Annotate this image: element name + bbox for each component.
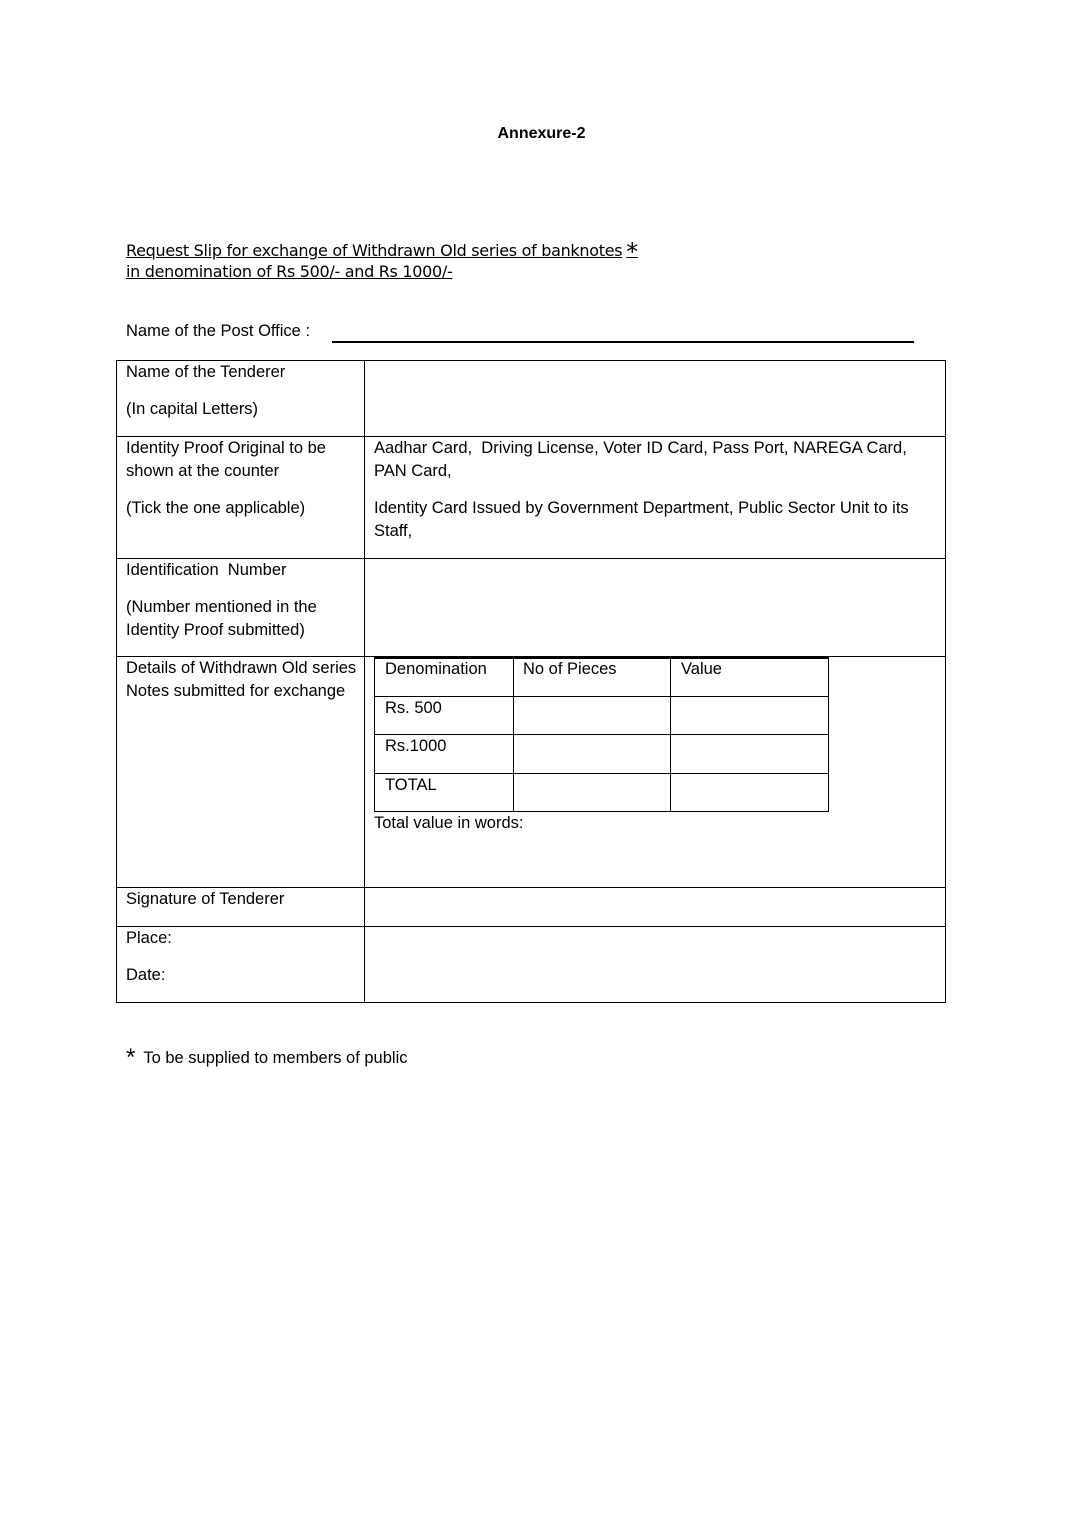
notes-row-pieces-input[interactable] — [517, 699, 671, 733]
notes-table-border — [374, 657, 375, 812]
notes-row-value-input[interactable] — [674, 699, 828, 733]
place-date-label-cell — [126, 927, 358, 987]
slip-title-line-1 — [126, 234, 638, 266]
asterisk-icon: * — [126, 1044, 136, 1071]
post-office-input[interactable] — [334, 318, 916, 342]
notes-row-denomination: Rs. 500 — [385, 699, 442, 717]
identity-proof-options — [374, 437, 934, 543]
notes-table-divider — [513, 657, 514, 812]
notes-total-pieces-input[interactable] — [517, 776, 671, 810]
signature-label: Signature of Tenderer — [126, 890, 285, 908]
table-border — [945, 360, 946, 1003]
identity-proof-label-cell — [126, 437, 358, 520]
identification-number-label-cell — [126, 559, 358, 642]
notes-header-value: Value — [681, 660, 722, 678]
identification-number-hint: (Number mentioned in the Identity Proof submitted) — [126, 598, 317, 639]
table-border — [116, 360, 117, 1003]
notes-table-border — [374, 657, 829, 659]
tenderer-name-hint: (In capital Letters) — [126, 400, 259, 418]
notes-total-value-input[interactable] — [674, 776, 828, 810]
total-in-words-label: Total value in words: — [374, 814, 524, 832]
notes-row-denomination: TOTAL — [385, 776, 437, 794]
notes-table-border — [828, 657, 829, 812]
post-office-label: Name of the Post Office : — [126, 322, 311, 340]
notes-details-label-cell — [126, 657, 358, 703]
notes-table-divider — [374, 734, 829, 735]
identity-proof-option-group-1[interactable]: Aadhar Card, Driving License, Voter ID Card, Pass Port, NAREGA Card, PAN Card, — [374, 439, 912, 480]
signature-label-cell — [126, 888, 358, 911]
tenderer-name-input[interactable] — [370, 366, 944, 432]
identification-number-input[interactable] — [370, 564, 944, 652]
notes-header-denomination: Denomination — [385, 660, 487, 678]
identification-number-label: Identification Number — [126, 561, 287, 579]
footnote-text: To be supplied to members of public — [143, 1049, 408, 1067]
identity-proof-option-group-2[interactable]: Identity Card Issued by Government Department, Public Sector Unit to its Staff, — [374, 499, 909, 540]
table-border — [116, 1002, 946, 1003]
notes-details-label: Details of Withdrawn Old series Notes submitted for exchange — [126, 659, 357, 700]
annexure-heading: Annexure-2 — [497, 125, 586, 142]
footnote — [126, 1042, 408, 1070]
notes-row-denomination: Rs.1000 — [385, 737, 447, 755]
place-date-input[interactable] — [370, 930, 944, 998]
slip-title-line-2: in denomination of Rs 500/- and Rs 1000/- — [126, 262, 453, 281]
notes-row-value-input[interactable] — [674, 737, 828, 771]
total-in-words-input[interactable] — [374, 838, 943, 884]
notes-table-border — [374, 811, 829, 812]
notes-row-pieces-input[interactable] — [517, 737, 671, 771]
table-divider — [364, 360, 365, 1003]
tenderer-name-label-cell — [126, 361, 358, 421]
tenderer-name-label: Name of the Tenderer — [126, 363, 286, 381]
notes-table-divider — [374, 696, 829, 697]
slip-title-text-1: Request Slip for exchange of Withdrawn Old series of banknotes — [126, 241, 623, 260]
identity-proof-hint: (Tick the one applicable) — [126, 499, 306, 517]
date-label: Date: — [126, 966, 166, 984]
signature-input[interactable] — [370, 890, 944, 924]
identity-proof-label: Identity Proof Original to be shown at the counter — [126, 439, 326, 480]
place-label: Place: — [126, 929, 172, 947]
asterisk-icon: * — [626, 238, 638, 266]
notes-header-pieces: No of Pieces — [523, 660, 617, 678]
notes-table-divider — [374, 773, 829, 774]
